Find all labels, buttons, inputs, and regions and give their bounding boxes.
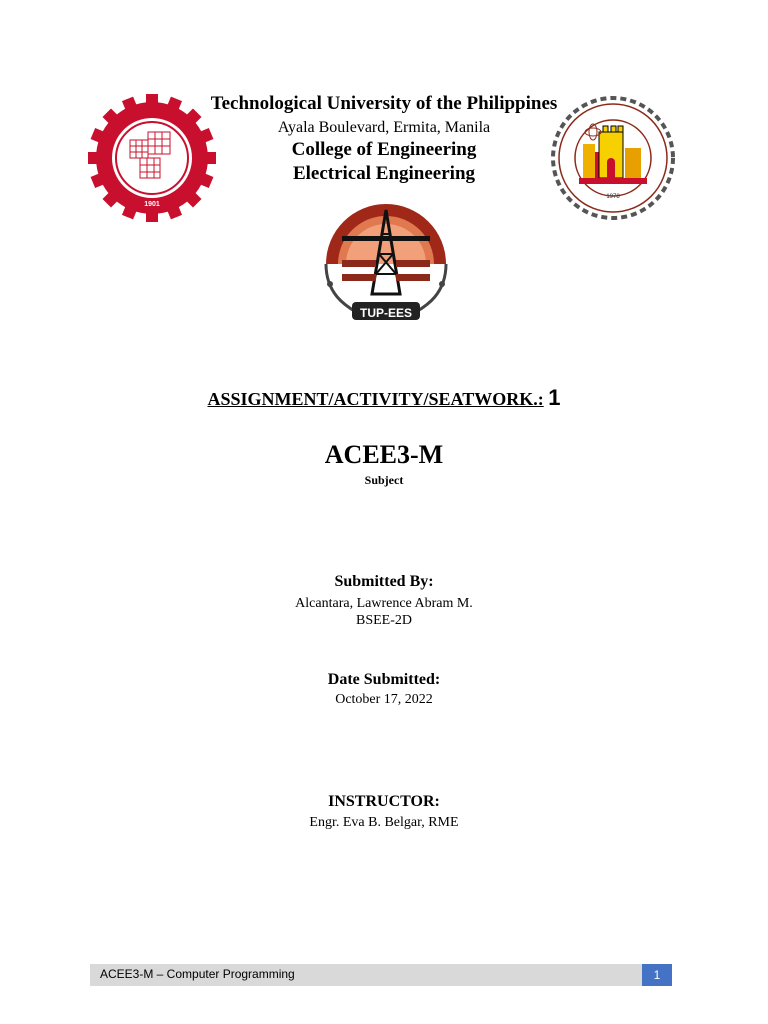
date-submitted-heading: Date Submitted: — [327, 671, 441, 688]
subject-label: Subject — [364, 473, 404, 487]
page-number: 1 — [642, 964, 672, 986]
tup-ees-caption: TUP-EES — [359, 306, 413, 320]
subject-code: ACEE3-M — [324, 440, 444, 469]
department-name: Electrical Engineering — [292, 163, 476, 184]
assignment-title — [0, 385, 768, 411]
instructor-name: Engr. Eva B. Belgar, RME — [309, 815, 459, 830]
submitted-by-heading: Submitted By: — [334, 573, 434, 590]
student-section: BSEE-2D — [356, 613, 412, 628]
assignment-label: ASSIGNMENT/ACTIVITY/SEATWORK.: — [207, 389, 544, 409]
college-name: College of Engineering — [291, 139, 477, 160]
left-seal-year: 1901 — [144, 201, 160, 208]
university-address: Ayala Boulevard, Ermita, Manila — [277, 119, 491, 136]
tup-ees-logo — [318, 192, 454, 328]
instructor-heading: INSTRUCTOR: — [328, 793, 440, 810]
assignment-number: 1 — [548, 385, 561, 410]
date-submitted-value: October 17, 2022 — [335, 692, 433, 707]
footer-course-title: ACEE3-M – Computer Programming — [100, 967, 295, 981]
student-name: Alcantara, Lawrence Abram M. — [295, 596, 473, 611]
right-seal-year: 1978 — [606, 194, 620, 200]
university-name: Technological University of the Philippines — [210, 93, 558, 114]
